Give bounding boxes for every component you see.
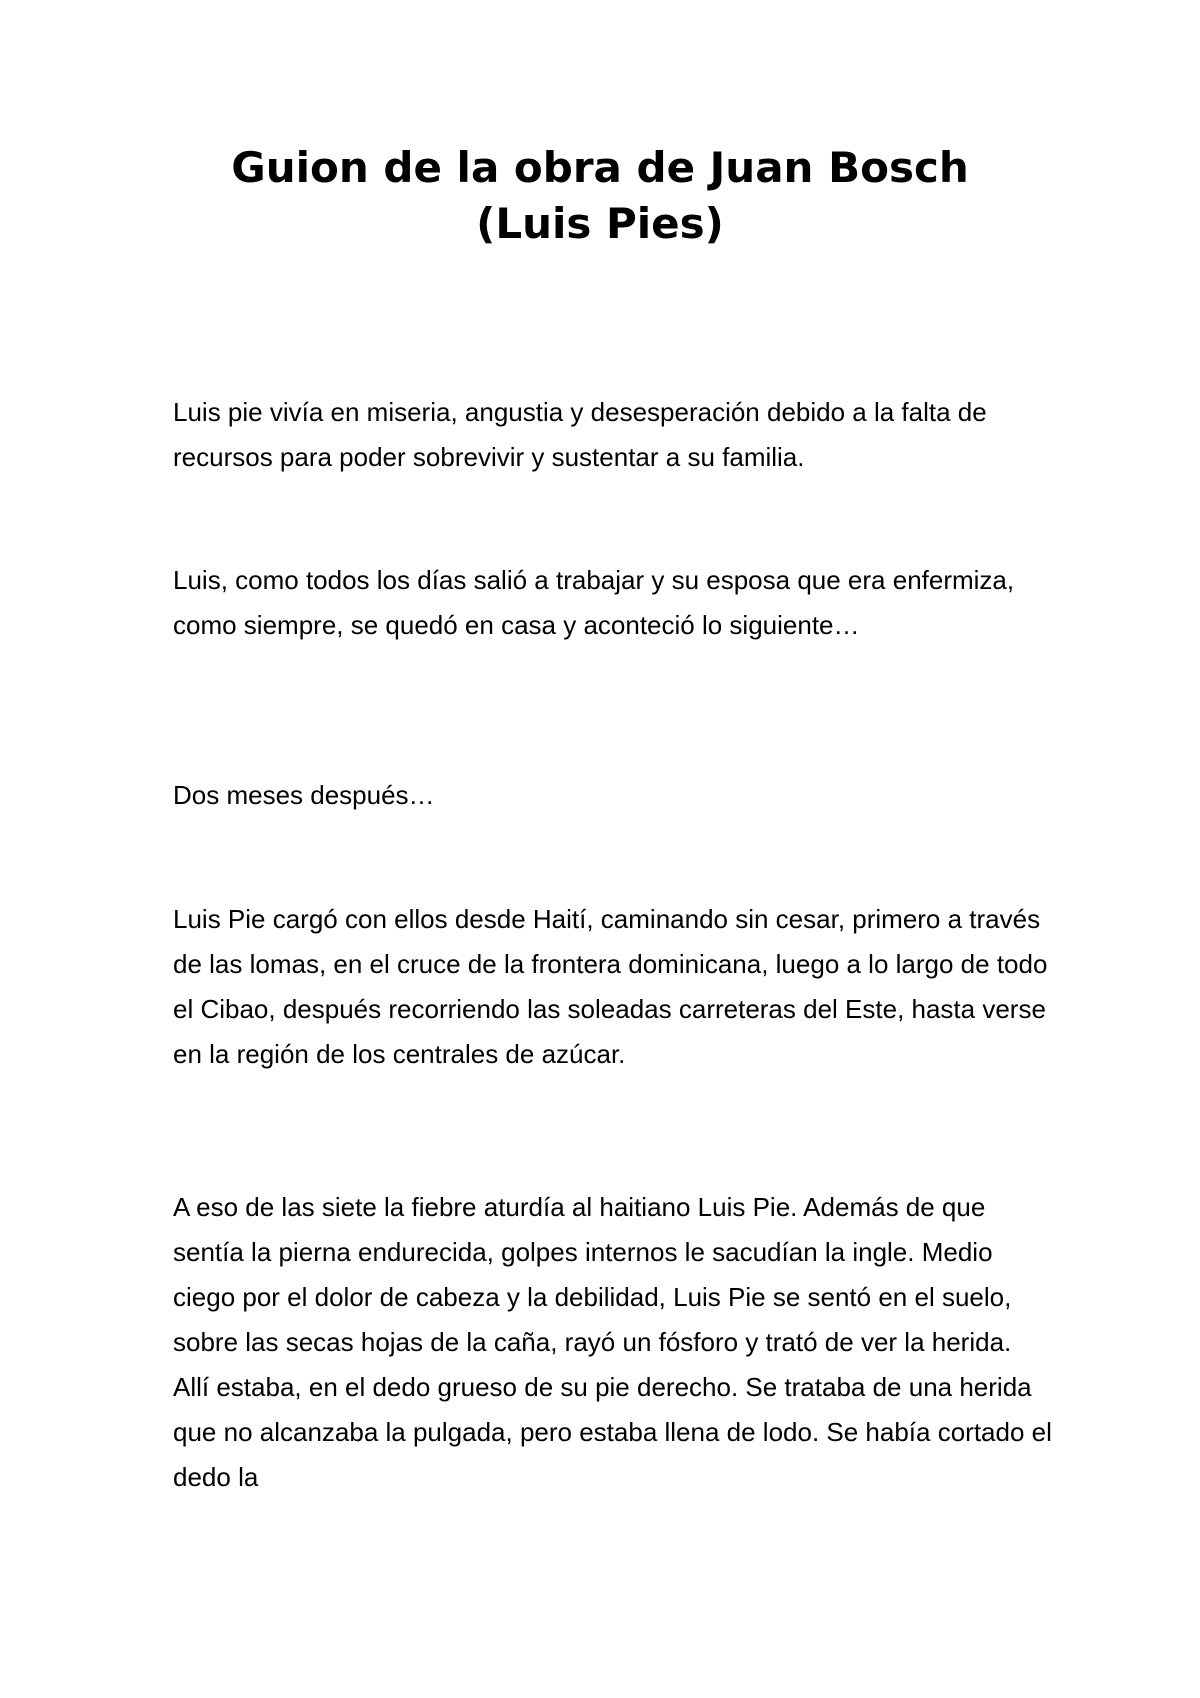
- paragraph-journey: Luis Pie cargó con ellos desde Haití, caminando sin cesar, primero a través de las lomas, en el cruce de la frontera dominicana, luego a lo largo de todo el Cibao, después recorriendo las soleadas carreteras del Este, hasta verse en la región de los centrales de azúcar.: [173, 904, 1048, 1069]
- paragraph-intro: Luis pie vivía en miseria, angustia y desesperación debido a la falta de recursos para poder sobrevivir y sustentar a su familia.: [173, 397, 987, 472]
- document-title-line-1: Guion de la obra de Juan Bosch: [231, 143, 969, 192]
- paragraph-work-day: Luis, como todos los días salió a trabajar y su esposa que era enfermiza, como siempre, se quedó en casa y aconteció lo siguiente…: [173, 565, 1015, 640]
- document-title: [0, 140, 1200, 252]
- paragraph-fever: A eso de las siete la fiebre aturdía al haitiano Luis Pie. Además de que sentía la pierna endurecida, golpes internos le sacudían la ingle. Medio ciego por el dolor de cabeza y la debilidad, Luis Pie se sentó en el suelo, sobre las secas hojas de la caña, rayó un fósforo y trató de ver la herida. Allí estaba, en el dedo grueso de su pie derecho. Se trataba de una herida que no alcanzaba la pulgada, pero estaba llena de lodo. Se había cortado el dedo la: [173, 1192, 1052, 1492]
- document-title-line-2: (Luis Pies): [476, 199, 724, 248]
- paragraph-two-months-later: Dos meses después…: [173, 780, 435, 810]
